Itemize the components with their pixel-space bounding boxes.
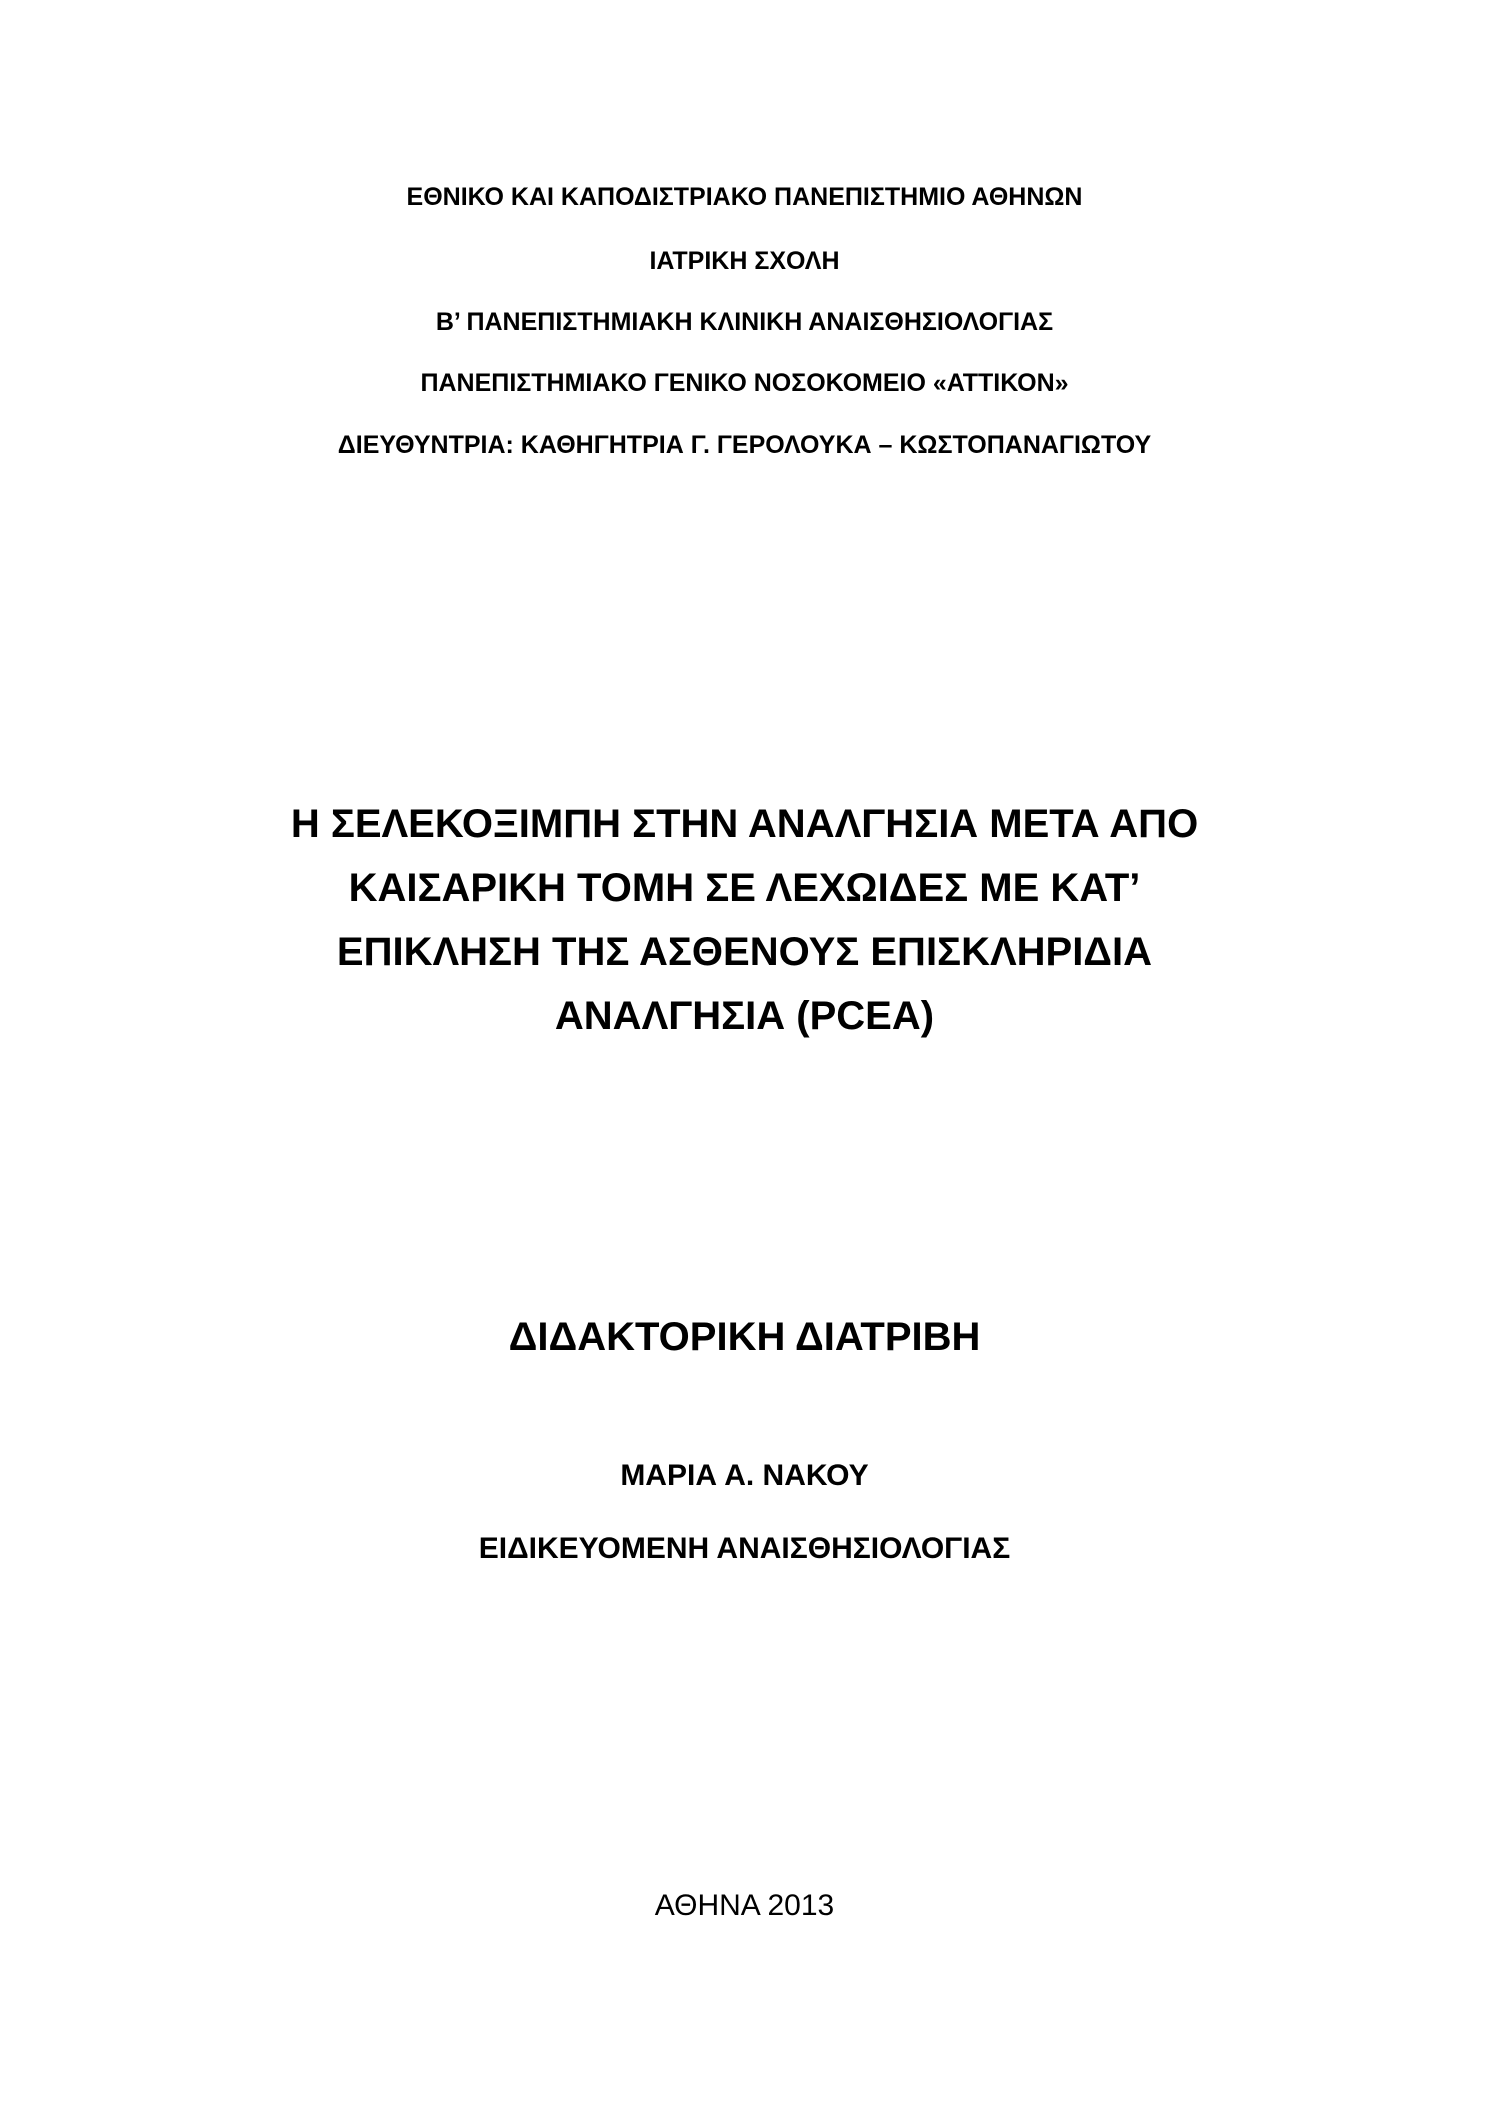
school-name: ΙΑΤΡΙΚΗ ΣΧΟΛΗ xyxy=(649,247,840,275)
place-year: ΑΘΗΝΑ 2013 xyxy=(654,1889,835,1922)
thesis-title-line-4: ΑΝΑΛΓΗΣΙΑ (PCEA) xyxy=(554,994,935,1038)
thesis-title-line-2: ΚΑΙΣΑΡΙΚΗ ΤΟΜΗ ΣΕ ΛΕΧΩΙΔΕΣ ΜΕ ΚΑΤ’ xyxy=(348,866,1141,910)
author-role: ΕΙΔΙΚΕΥΟΜΕΝΗ ΑΝΑΙΣΘΗΣΙΟΛΟΓΙΑΣ xyxy=(478,1532,1011,1565)
clinic-name: Β’ ΠΑΝΕΠΙΣΤΗΜΙΑΚΗ ΚΛΙΝΙΚΗ ΑΝΑΙΣΘΗΣΙΟΛΟΓΙΑΣ xyxy=(435,308,1054,336)
document-type: ΔΙΔΑΚΤΟΡΙΚΗ ΔΙΑΤΡΙΒΗ xyxy=(508,1315,981,1359)
hospital-name: ΠΑΝΕΠΙΣΤΗΜΙΑΚΟ ΓΕΝΙΚΟ ΝΟΣΟΚΟΜΕΙΟ «ΑΤΤΙΚΟΝ» xyxy=(420,369,1069,397)
author-name: ΜΑΡΙΑ Α. ΝΑΚΟΥ xyxy=(620,1459,869,1492)
university-name: ΕΘΝΙΚΟ ΚΑΙ ΚΑΠΟΔΙΣΤΡΙΑΚΟ ΠΑΝΕΠΙΣΤΗΜΙΟ ΑΘΗΝΩΝ xyxy=(406,183,1083,211)
thesis-title-line-3: ΕΠΙΚΛΗΣΗ ΤΗΣ ΑΣΘΕΝΟΥΣ ΕΠΙΣΚΛΗΡΙΔΙΑ xyxy=(336,930,1153,974)
thesis-title-line-1: Η ΣΕΛΕΚΟΞΙΜΠΗ ΣΤΗΝ ΑΝΑΛΓΗΣΙΑ ΜΕΤΑ ΑΠΟ xyxy=(290,802,1199,846)
director-line: ΔΙΕΥΘΥΝΤΡΙΑ: ΚΑΘΗΓΗΤΡΙΑ Γ. ΓΕΡΟΛΟΥΚΑ – ΚΩΣΤΟΠΑΝΑΓΙΩΤΟΥ xyxy=(337,431,1152,459)
